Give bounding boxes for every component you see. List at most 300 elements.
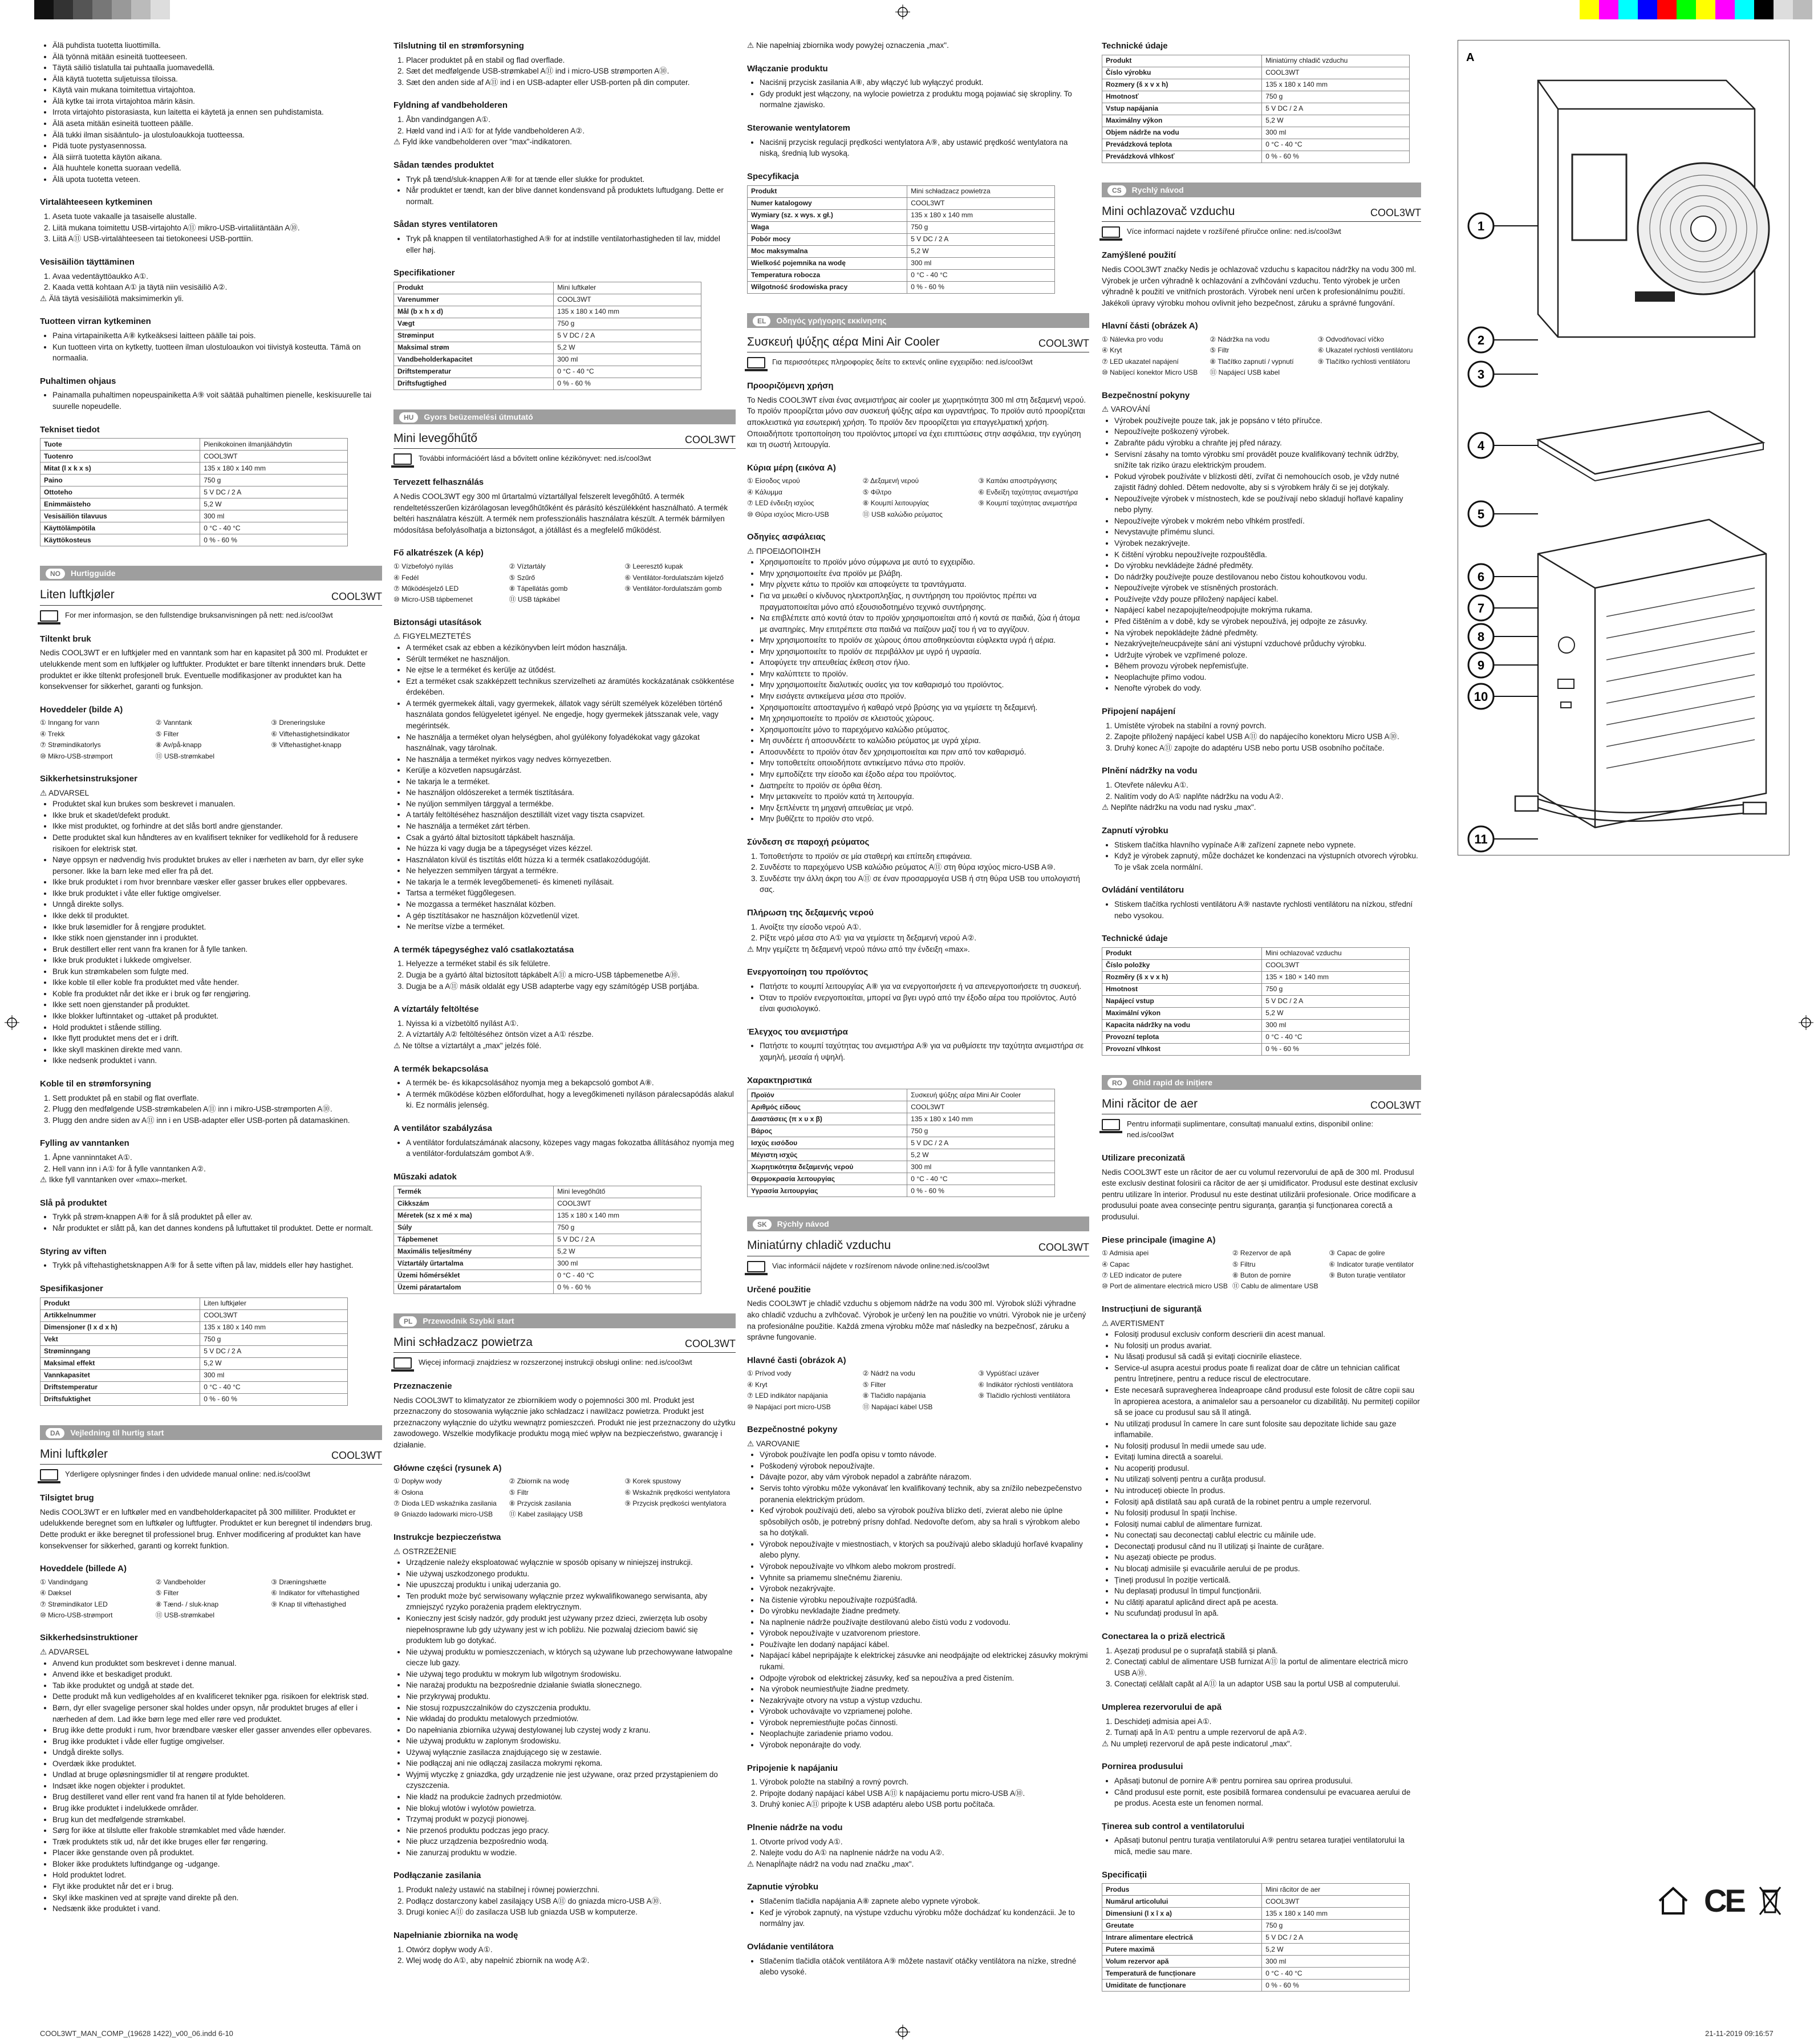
parts-list — [393, 1477, 736, 1520]
part-item: ③ Καπάκι αποστράγγισης — [978, 477, 1057, 485]
part-item: ⑪ USB-strømkabel — [155, 752, 215, 760]
spec-table — [393, 282, 701, 390]
list-item: • Servisní zásahy na tomto výrobku smí provádět pouze kvalifikovaný technik údržby, snížíte tak riziko úrazu elektrickým proudem. — [1114, 449, 1421, 471]
spec-label: Prevádzková teplota — [1102, 139, 1262, 151]
callout-number: 3 — [1477, 367, 1485, 382]
product-title-bar — [393, 430, 736, 449]
warning-label: ⚠ ADVARSEL — [40, 788, 90, 797]
spec-value: Miniatúrny chladič vzduchu — [1262, 55, 1410, 67]
list-item: • Nu folosiți produsul în medii umede sau ude. — [1114, 1441, 1421, 1452]
part-item: ④ Dæksel — [40, 1589, 71, 1597]
spec-row — [1102, 1019, 1410, 1031]
section-heading: Ovládanie ventilátora — [747, 1941, 834, 1952]
bullet-list — [1102, 840, 1421, 873]
bullet-list — [1102, 1329, 1421, 1619]
spec-label: Maximálny výkon — [1102, 115, 1262, 127]
callout-number: 11 — [1474, 832, 1488, 846]
spec-value: 750 g — [1262, 1920, 1410, 1932]
numbered-list — [393, 114, 736, 136]
list-item: • Ne használja a terméket olyan helységben, ahol gyúlékony folyadékokat vagy gázokat használnak, vagy tárolnak. — [406, 732, 736, 754]
calibration-swatch — [131, 0, 151, 19]
list-item: • Irrota virtajohto pistorasiasta, kun laitetta ei käytetä ja ennen sen puhdistamista. — [52, 107, 382, 118]
list-item: • Täytä säiliö tislatulla tai puhtaalla juomavedellä. — [52, 62, 382, 74]
list-item: 1. Aseta tuote vakaalle ja tasaiselle alustalle. — [52, 211, 382, 222]
part-item: ⑦ LED indicator de putere — [1102, 1271, 1182, 1280]
section-heading: Spesifikasjoner — [40, 1283, 103, 1293]
spec-label: Käyttökosteus — [40, 534, 200, 546]
spec-row — [394, 1246, 701, 1258]
spec-row — [1102, 983, 1410, 995]
list-item: • Nenořte výrobek do vody. — [1114, 683, 1421, 694]
list-item: • Nedsænk ikke produktet i vand. — [52, 1903, 382, 1915]
parts-list — [747, 476, 1089, 520]
spec-row — [394, 354, 701, 366]
list-item: • A terméket csak az ebben a kézikönyvben leírt módon használja. — [406, 642, 736, 654]
part-item: ⑦ LED indikátor napájania — [747, 1392, 828, 1400]
list-item: • Ikke bruk løsemidler for å rengjøre produktet. — [52, 922, 382, 933]
spec-row — [394, 1222, 701, 1234]
spec-row — [40, 1309, 348, 1321]
section-heading: Fyldning af vandbeholderen — [393, 100, 508, 111]
section-heading: Tilslutning til en strømforsyning — [393, 41, 524, 51]
spec-value: 135 x 180 x 140 mm — [1262, 79, 1410, 91]
banner-label: Gyors beüzemelési útmutató — [424, 412, 533, 421]
spec-row — [748, 245, 1055, 257]
section-heading: Biztonsági utasítások — [393, 617, 482, 627]
list-item: • Älä upota tuotetta veteen. — [52, 174, 382, 185]
spec-row — [1102, 151, 1410, 163]
list-item: • Nie kładź na produkcie żadnych przedmiotów. — [406, 1791, 736, 1803]
list-item: • Poškodený výrobok nepoužívajte. — [760, 1461, 1089, 1472]
spec-label: Napájecí vstup — [1102, 995, 1262, 1007]
spec-value: 5 V DC / 2 A — [200, 486, 348, 498]
section-heading: Sikkerhedsinstruktioner — [40, 1633, 138, 1643]
spec-value: 5 V DC / 2 A — [200, 1345, 348, 1357]
list-item: • Ne nyúljon semmilyen tárggyal a termékbe. — [406, 798, 736, 810]
spec-row — [394, 318, 701, 330]
list-item: 2. Plugg den medfølgende USB-strømkabelen A⑪ inn i mikro-USB-strømporten A⑩. — [52, 1104, 382, 1115]
warning-label: ⚠ ΠΡΟΕΙΔΟΠΟΙΗΣΗ — [747, 546, 821, 555]
language-banner-ro — [1102, 1075, 1421, 1090]
list-item: 2. Turnați apă în A① pentru a umple rezervorul de apă A②. — [1114, 1727, 1421, 1738]
language-code-badge: RO — [1107, 1078, 1127, 1088]
calibration-swatch — [73, 0, 92, 19]
spec-value: Συσκευή ψύξης αέρα Mini Air Cooler — [907, 1089, 1055, 1101]
list-item: • Keď výrobok používajú deti, alebo sa výrobok používa blízko detí, zvierat alebo nie úplne spôsobilých osôb, je potrebný prísny dohľad. Nedovoľte deťom, aby sa hrali s výrobkom alebo sa ho dotýkali. — [760, 1505, 1089, 1539]
numbered-list — [393, 1944, 736, 1966]
list-item: 3. Conectați celălalt capăt al A⑪ la un adaptor USB sau la portul USB al computerului. — [1114, 1678, 1421, 1690]
section-heading: Σύνδεση σε παροχή ρεύματος — [747, 837, 870, 847]
list-item: • Nu folosiți produsul în spații închise. — [1114, 1507, 1421, 1519]
part-item: ⑤ Filtr — [509, 1488, 529, 1496]
list-item: • Během provozu výrobek nepřemisťujte. — [1114, 660, 1421, 672]
spec-value: 0 % - 60 % — [1262, 1980, 1410, 1992]
section-heading: Zapnutí výrobku — [1102, 825, 1168, 836]
spec-row — [1102, 1031, 1410, 1043]
list-item: • Konieczny jest ścisły nadzór, gdy produkt jest używany przez dzieci, zwierzęta lub osoby niepełnosprawne lub gdy używany jest w ich pobliżu. Nie pozwalaj dzieciom bawić się produktem lub go dotykać. — [406, 1613, 736, 1646]
spec-value: COOL3WT — [1262, 1896, 1410, 1908]
spec-label: Objem nádrže na vodu — [1102, 127, 1262, 139]
paragraph: Nedis COOL3WT značky Nedis je ochlazovač vzduchu s kapacitou nádržky na vodu 300 ml. Výrobek je určen výhradně k ochlazování a zvlhčování vzduchu. Tento výrobek je určen výhradně k použití ve vnitřních prostorách. Výrobek není určen k profesionálnímu použití. Jakékoli úpravy výrobku mohou ovlivnit jeho bezpečnost, záruku a správné fungování. — [1102, 265, 1417, 307]
spec-label: Súly — [394, 1222, 554, 1234]
spec-row — [394, 1258, 701, 1270]
bullet-list — [747, 1040, 1089, 1062]
product-title: Mini levegőhűtő — [393, 431, 478, 445]
list-item: 1. Produkt należy ustawić na stabilnej i równej powierzchni. — [406, 1884, 736, 1896]
section-heading: Κύρια μέρη (εικόνα A) — [747, 463, 836, 473]
spec-label: Wymiary (sz. x wys. x gł.) — [748, 209, 907, 221]
list-item: • Kun tuotteen virta on kytketty, tuotteen ilman ulostuloaukon voi tiivistyä kosteutta. Tämä on normaalia. — [52, 342, 382, 364]
language-code-badge: NO — [46, 569, 65, 579]
list-item: • Nu utilizați produsul în camere în care sunt folosite sau depozitate lichide sau gaze inflamabile. — [1114, 1418, 1421, 1441]
spec-value: 5,2 W — [554, 342, 701, 354]
model-number: COOL3WT — [684, 434, 736, 446]
list-item: • Διατηρείτε το προϊόν σε όρθια θέση. — [760, 780, 1089, 792]
vent-slat — [1606, 653, 1755, 682]
spec-value: 135 x 180 x 140 mm — [554, 306, 701, 318]
section-heading: Hoveddeler (bilde A) — [40, 704, 123, 715]
part-item: ⑧ Przycisk zasilania — [509, 1499, 571, 1508]
product-title: Mini răcitor de aer — [1102, 1097, 1198, 1110]
product-title: Mini schładzacz powietrza — [393, 1335, 533, 1349]
spec-value: 0 °C - 40 °C — [1262, 1031, 1410, 1043]
part-item: ⑤ Filter — [155, 1589, 179, 1597]
list-item: • Na naplnenie nádrže používajte destilovanú alebo čistú vodu z vodovodu. — [760, 1617, 1089, 1628]
part-item: ⑪ Napájecí USB kabel — [1210, 368, 1280, 377]
language-code-badge: SK — [753, 1219, 772, 1230]
callout-number: 9 — [1477, 658, 1485, 672]
regulatory-marks — [1657, 1882, 1782, 1919]
list-item: • Výrobok nezakrývajte. — [760, 1583, 1089, 1595]
bullet-list — [40, 40, 382, 185]
column-4 — [1102, 40, 1421, 1992]
spec-label: Provozní teplota — [1102, 1031, 1262, 1043]
list-item: 2. Zapojte přiložený napájecí kabel USB A⑪ do napájecího konektoru Micro USB A⑩. — [1114, 731, 1421, 743]
spec-value: 5,2 W — [907, 245, 1055, 257]
part-item: ⑩ Θύρα ισχύος Micro-USB — [747, 510, 829, 518]
list-item: 2. Pripojte dodaný napájací kábel USB A⑪ k napájaciemu portu micro-USB A⑩. — [760, 1788, 1089, 1799]
list-item: • Ikke flytt produktet mens det er i drift. — [52, 1033, 382, 1044]
laptop-icon — [40, 1469, 58, 1481]
spec-row — [748, 281, 1055, 293]
spec-value: COOL3WT — [554, 294, 701, 306]
list-item: • Service-ul asupra acestui produs poate fi realizat doar de către un tehnician calificat pentru întreținere, pentru a reduce riscul de electrocutare. — [1114, 1362, 1421, 1385]
list-item: • Sørg for ikke at tilslutte eller frakoble strømkablet med våde hænder. — [52, 1825, 382, 1836]
section-heading: Instrucțiuni de siguranță — [1102, 1304, 1202, 1314]
spec-value: 750 g — [1262, 91, 1410, 103]
list-item: • A termék be- és kikapcsolásához nyomja meg a bekapcsoló gombot A⑧. — [406, 1077, 736, 1089]
spec-value: 0 °C - 40 °C — [554, 366, 701, 378]
spec-row — [40, 1393, 348, 1405]
section-heading: Fylling av vanntanken — [40, 1138, 129, 1149]
spec-value: 300 ml — [200, 1369, 348, 1381]
section-heading: Podłączanie zasilania — [393, 1871, 481, 1881]
spec-row — [1102, 1920, 1410, 1932]
list-item: • Να επιβλέπετε από κοντά όταν το προϊόν χρησιμοποιείται από ή κοντά σε παιδιά, ζώα ή άτομα με αναπηρίες. Μην επιτρέπετε στα παιδιά να παίζουν μαζί του ή να το αγγίζουν. — [760, 613, 1089, 635]
parts-list — [747, 1369, 1089, 1412]
list-item: • Napájecí kabel nezapojujte/neodpojujte mokrýma rukama. — [1114, 605, 1421, 616]
list-item: 1. Nyissa ki a vízbetöltő nyílást A①. — [406, 1018, 736, 1029]
banner-label: Οδηγός γρήγορης εκκίνησης — [776, 315, 887, 325]
spec-value: 135 x 180 x 140 mm — [907, 1113, 1055, 1125]
spec-row — [394, 306, 701, 318]
section-heading: Určené použitie — [747, 1284, 811, 1295]
list-item: • Anvend ikke et beskadiget produkt. — [52, 1669, 382, 1680]
part-item: ⑥ Ventilátor-fordulatszám kijelző — [624, 573, 724, 582]
spec-label: Hmotnost — [1102, 983, 1262, 995]
list-item: • Nie używaj uszkodzonego produktu. — [406, 1568, 736, 1580]
part-item: ⑧ Buton de pornire — [1232, 1271, 1291, 1280]
list-item: • Unngå direkte sollys. — [52, 899, 382, 910]
spec-row — [1102, 103, 1410, 115]
warning-label: ⚠ VAROVÁNÍ — [1102, 405, 1150, 414]
spec-value: 5,2 W — [1262, 1944, 1410, 1956]
part-item: ③ Capac de golire — [1329, 1249, 1385, 1258]
spec-row — [1102, 947, 1410, 959]
banner-label: Ghid rapid de inițiere — [1133, 1077, 1213, 1087]
section-heading: Ενεργοποίηση του προϊόντος — [747, 967, 869, 978]
list-item: • Bloker ikke produktets luftindgange og -udgange. — [52, 1859, 382, 1870]
list-item: • A termék működése közben előfordulhat, hogy a levegőkimeneti nyíláson páralecsapódás alakul ki. Ez normális jelenség. — [406, 1089, 736, 1111]
bullet-list — [393, 1077, 736, 1111]
spec-row — [1102, 1956, 1410, 1968]
list-item: • Ne takarja le a termék levegőbemeneti- és kimeneti nyílásait. — [406, 877, 736, 888]
list-item: • Μην χρησιμοποιείτε το προϊόν σε χώρους όπου αποθηκεύονται εύφλεκτα υγρά ή αέρια. — [760, 635, 1089, 646]
list-item: 1. Otevřete nálevku A①. — [1114, 780, 1421, 791]
model-number: COOL3WT — [331, 1449, 382, 1461]
numbered-list — [747, 851, 1089, 895]
list-item: • Nezakrývejte/neucpávejte sání ani výstupní vzduchové průduchy výrobku. — [1114, 638, 1421, 650]
part-item: ② Zbiornik na wodę — [509, 1477, 570, 1486]
callout-number: 7 — [1477, 601, 1485, 615]
spec-table — [393, 1186, 701, 1294]
part-item: ④ Fedél — [393, 573, 419, 582]
part-item: ⑦ Strømindikator LED — [40, 1600, 108, 1608]
section-heading: Technické údaje — [1102, 41, 1168, 51]
language-banner-da — [40, 1425, 382, 1440]
list-item: • Nepoužívejte výrobek v místnostech, kde se používají nebo skladují hořlavé kapaliny nebo plyny. — [1114, 493, 1421, 516]
spec-label: Υγρασία λειτουργίας — [748, 1185, 907, 1197]
list-item: • Pokud výrobek používáte v blízkosti dětí, zvířat či nemohoucích osob, je vždy nutné zajistit řádný dohled. Dětem nedovolte, aby si s výrobkem hrály či se jej dotýkaly. — [1114, 471, 1421, 493]
spec-value: 0 °C - 40 °C — [1262, 139, 1410, 151]
bullet-list — [747, 557, 1089, 825]
language-code-badge: CS — [1107, 185, 1126, 196]
spec-label: Dimensjoner (l x d x h) — [40, 1321, 200, 1333]
part-item: ① Nálevka pro vodu — [1102, 335, 1163, 343]
spec-label: Διαστάσεις (π x υ x β) — [748, 1113, 907, 1125]
warning-label: ⚠ Neplňte nádržku na vodu nad rysku „max". — [1102, 803, 1256, 812]
spec-row — [40, 474, 348, 486]
list-item: • Ikke nedsenk produktet i vann. — [52, 1055, 382, 1066]
list-item: • Nie upuszczaj produktu i unikaj uderzania go. — [406, 1579, 736, 1591]
weee-bin-icon — [1759, 1886, 1782, 1916]
bullet-list — [40, 390, 382, 412]
list-item: • Ikke sett noen gjenstander på produktet. — [52, 999, 382, 1011]
list-item: • Csak a gyártó által biztosított tápkábelt használja. — [406, 832, 736, 843]
spec-row — [1102, 55, 1410, 67]
spec-value: 0 % - 60 % — [907, 1185, 1055, 1197]
spec-value: 300 ml — [1262, 127, 1410, 139]
list-item: • Nie używaj tego produktu w mokrym lub wilgotnym środowisku. — [406, 1669, 736, 1680]
section-heading: Tervezett felhasználás — [393, 477, 484, 488]
online-manual-text: Για περισσότερες πληροφορίες δείτε το εκτενές online εγχειρίδιο: ned.is/cool3wt — [772, 358, 1033, 367]
part-item: ① Vízbefolyó nyílás — [393, 562, 453, 571]
list-item: 2. Hell vann inn i A① for å fylle vanntanken A②. — [52, 1163, 382, 1175]
part-item: ⑥ Indicator turație ventilator — [1329, 1260, 1414, 1268]
section-heading: A víztartály feltöltése — [393, 1004, 479, 1015]
spec-row — [1102, 1007, 1410, 1019]
list-item: • Používejte vždy pouze přiložený napájecí kabel. — [1114, 594, 1421, 605]
part-item: ⑧ Tlačítko zapnutí / vypnutí — [1210, 357, 1294, 366]
laptop-icon — [1102, 1119, 1120, 1130]
laptop-icon — [393, 1357, 412, 1369]
list-item: 2. Συνδέστε το παρεχόμενο USB καλώδιο ρεύματος A⑪ στη θύρα ισχύος micro-USB A⑩. — [760, 862, 1089, 873]
spec-label: Tuote — [40, 439, 200, 451]
spec-row — [1102, 115, 1410, 127]
list-item: • Naciśnij przycisk regulacji prędkości wentylatora A⑨, aby ustawić prędkość wentylatora na niską, średnią lub wysoką. — [760, 137, 1089, 159]
spec-value: Mini ochlazovač vzduchu — [1262, 947, 1410, 959]
spec-table — [40, 1297, 348, 1406]
spec-label: Ottoteho — [40, 486, 200, 498]
list-item: • Ikke bruk produktet i lukkede omgivelser. — [52, 955, 382, 966]
spec-table — [747, 185, 1055, 294]
list-item: • Nu utilizați solvenți pentru a curăța produsul. — [1114, 1474, 1421, 1485]
model-number: COOL3WT — [1038, 337, 1089, 349]
part-item: ⑨ Viftehastighet-knapp — [271, 741, 342, 749]
part-item: ⑤ Filtru — [1232, 1260, 1256, 1268]
list-item: • Älä kytke tai irrota virtajohtoa märin käsin. — [52, 96, 382, 107]
spec-label: Pobór mocy — [748, 233, 907, 245]
spec-value: 0 °C - 40 °C — [1262, 1968, 1410, 1980]
list-item: • Μην χρησιμοποιείτε το προϊόν σε περιβάλλον με υγρό ή υγρασία. — [760, 646, 1089, 658]
spec-value: 300 ml — [554, 354, 701, 366]
figure-label: A — [1466, 51, 1475, 64]
list-item: • Μην χρησιμοποιείτε ένα προϊόν με βλάβη. — [760, 568, 1089, 579]
spec-row — [40, 486, 348, 498]
callout-number: 8 — [1477, 630, 1485, 644]
spec-value: 0 °C - 40 °C — [200, 522, 348, 534]
part-item: ⑩ Napájací port micro-USB — [747, 1402, 831, 1411]
callout-number: 10 — [1474, 690, 1488, 704]
list-item: 1. Τοποθετήστε το προϊόν σε μία σταθερή και επίπεδη επιφάνεια. — [760, 851, 1089, 862]
list-item: • Vyhnite sa priamemu slnečnému žiareniu. — [760, 1572, 1089, 1584]
bullet-list — [40, 1658, 382, 1915]
list-item: • Hold produktet lodret. — [52, 1869, 382, 1881]
spec-label: Paino — [40, 474, 200, 486]
spec-row — [748, 1185, 1055, 1197]
section-heading: Instrukcje bezpieczeństwa — [393, 1532, 501, 1542]
part-item: ⑨ Κουμπί ταχύτητας ανεμιστήρα — [978, 499, 1077, 508]
spec-label: Αριθμός είδους — [748, 1101, 907, 1113]
spec-row — [394, 330, 701, 342]
list-item: • Bruk kun strømkabelen som fulgte med. — [52, 966, 382, 978]
online-manual-text: Więcej informacji znajdziesz w rozszerzonej instrukcji obsługi online: ned.is/cool3wt — [419, 1358, 692, 1366]
callout-number: 4 — [1477, 439, 1485, 453]
bullet-list — [40, 1260, 382, 1271]
list-item: • A tartály feltöltéséhez használjon desztillált vizet vagy tiszta csapvizet. — [406, 809, 736, 821]
part-item: ② Víztartály — [509, 562, 546, 571]
section-heading: Zamýšlené použití — [1102, 250, 1176, 261]
list-item: • Πατήστε το κουμπί λειτουργίας A⑧ για να ενεργοποιήσετε ή να απενεργοποιήσετε τη συσκευή. — [760, 981, 1089, 992]
spec-value: Mini schładzacz powietrza — [907, 185, 1055, 197]
list-item: • Stlačením tlačidla napájania A⑧ zapnete alebo vypnete výrobok. — [760, 1896, 1089, 1907]
product-illustration — [1458, 40, 1789, 855]
section-heading: Πλήρωση της δεξαμενής νερού — [747, 907, 874, 918]
list-item: • Nie używaj produktu w zaplonym środowisku. — [406, 1735, 736, 1747]
spec-table — [1102, 947, 1410, 1056]
list-item: • Gdy produkt jest włączony, na wylocie powietrza z produktu mogą pojawiać się skropliny. To normalne zjawisko. — [760, 88, 1089, 111]
spec-label: Vandbeholderkapacitet — [394, 354, 554, 366]
calibration-swatch — [1735, 0, 1754, 19]
numbered-list — [747, 1777, 1089, 1810]
spec-row — [394, 1270, 701, 1281]
list-item: • Ikke mist produktet, og forhindre at det slås bortl andre gjenstander. — [52, 821, 382, 832]
spec-label: Üzemi páratartalom — [394, 1281, 554, 1293]
banner-label: Rychlý návod — [1131, 185, 1184, 194]
spec-value: 135 × 180 × 140 mm — [1262, 971, 1410, 983]
spec-value: 750 g — [554, 318, 701, 330]
list-item: • Sérült terméket ne használjon. — [406, 654, 736, 665]
spec-row — [748, 1149, 1055, 1161]
list-item: • Do napełniania zbiornika używaj destylowanej lub czystej wody z kranu. — [406, 1725, 736, 1736]
spec-label: Artikkelnummer — [40, 1309, 200, 1321]
list-item: 1. Åbn vandindgangen A①. — [406, 114, 736, 125]
list-item: • Brug destilleret vand eller rent vand fra hanen til at fylde beholderen. — [52, 1791, 382, 1803]
part-item: ④ Trekk — [40, 729, 65, 738]
spec-value: 0 % - 60 % — [554, 378, 701, 390]
callout-number: 5 — [1477, 507, 1485, 521]
spec-value: 300 ml — [554, 1258, 701, 1270]
list-item: • Nu conectați sau deconectați cablul electric cu mâinile ude. — [1114, 1530, 1421, 1541]
spec-row — [1102, 127, 1410, 139]
spec-row — [1102, 91, 1410, 103]
product-title-bar — [40, 586, 382, 605]
list-item: 3. Plugg den andre siden av A⑪ inn i en USB-adapter eller USB-porten på datamaskinen. — [52, 1115, 382, 1126]
spec-row — [394, 1186, 701, 1198]
list-item: • Nu deplasați produsul în timpul funcționării. — [1114, 1585, 1421, 1597]
part-item: ① Prívod vody — [747, 1369, 792, 1378]
laptop-icon — [747, 357, 765, 368]
spec-value: 5,2 W — [200, 1357, 348, 1369]
spec-value: 135 x 180 x 140 mm — [554, 1210, 701, 1222]
spec-row — [1102, 959, 1410, 971]
part-item: ④ Osłona — [393, 1488, 424, 1496]
paragraph: Nedis COOL3WT to klimatyzator ze zbiornikiem wody o pojemności 300 ml. Produkt jest przeznaczony do stosowania wyłącznie jako schładzacz i nawilżacz powietrza. Produkt jest przeznaczony wyłącznie do użytku wewnątrz pomieszczeń. Produkt nie jest przeznaczony do użytku zawodowego. Wszelkie modyfikacje produktu mogą mieć wpływ na bezpieczeństwo, gwarancję i działanie. — [393, 1396, 736, 1449]
spec-value: 135 x 180 x 140 mm — [1262, 1908, 1410, 1920]
vent-slat — [1606, 740, 1755, 768]
section-heading: Tuotteen virran kytkeminen — [40, 317, 151, 327]
banner-label: Przewodnik Szybki start — [423, 1316, 514, 1325]
spec-value: 0 °C - 40 °C — [907, 1173, 1055, 1185]
numbered-list — [1102, 780, 1421, 802]
list-item: • Výrobok nepremiestňujte počas činnosti. — [760, 1717, 1089, 1729]
list-item: • Brug ikke produktet i indelukkede områder. — [52, 1803, 382, 1814]
calibration-bar-left — [34, 0, 170, 19]
spec-table — [1102, 55, 1410, 163]
spec-label: Driftsfuktighet — [40, 1393, 200, 1405]
bullet-list — [393, 174, 736, 208]
section-heading: Styring av viften — [40, 1246, 107, 1256]
spec-value: 5 V DC / 2 A — [907, 233, 1055, 245]
spec-row — [40, 1297, 348, 1309]
section-heading: A termék tápegységhez való csatlakoztatása — [393, 944, 574, 955]
warning-label: ⚠ VAROVANIE — [747, 1439, 800, 1448]
spec-label: Rozměry (š x v x h) — [1102, 971, 1262, 983]
spec-value: Mini răcitor de aer — [1262, 1884, 1410, 1896]
spec-row — [748, 1173, 1055, 1185]
list-item: • Nu clătiți aparatul aplicând direct apă pe acesta. — [1114, 1597, 1421, 1608]
part-item: ⑦ Dioda LED wskaźnika zasilania — [393, 1499, 497, 1508]
